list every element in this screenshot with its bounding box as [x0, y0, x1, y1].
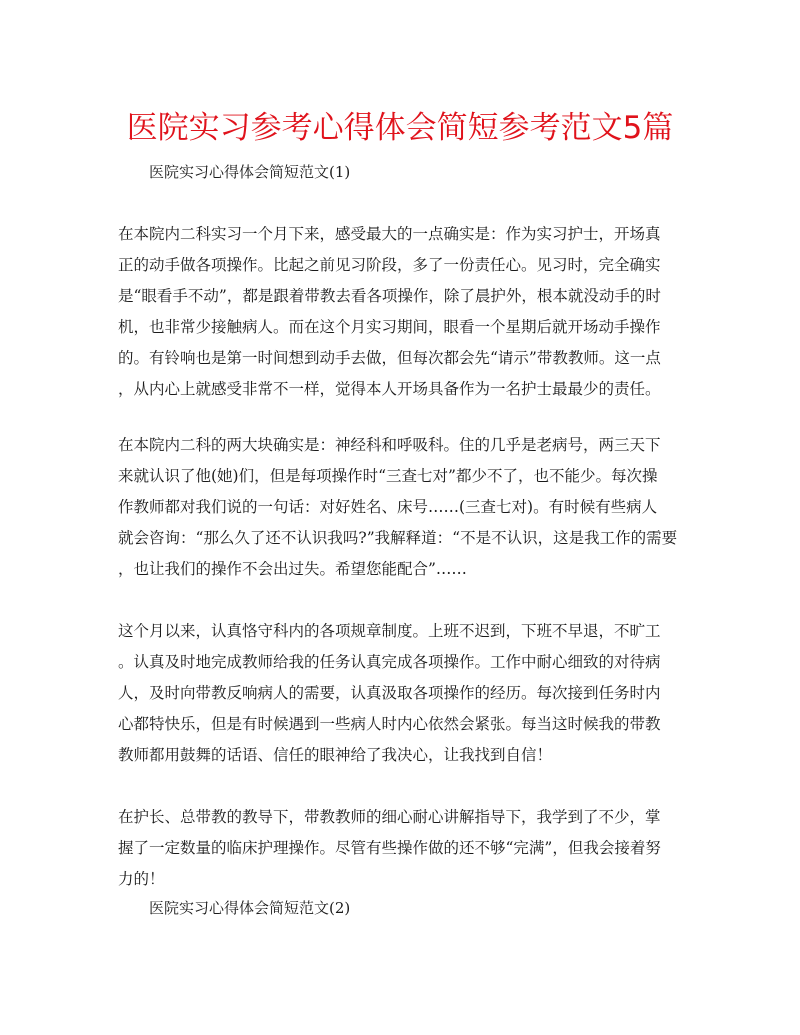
- paragraph-line: 在护长、总带教的教导下，带教教师的细心耐心讲解指导下，我学到了不少，掌: [118, 808, 661, 826]
- paragraph-line: 握了一定数量的临床护理操作。尽管有些操作做的还不够“完满”，但我会接着努: [118, 839, 661, 857]
- paragraph-line: 是“眼看手不动”，都是跟着带教去看各项操作，除了晨护外，根本就没动手的时: [118, 287, 661, 305]
- paragraph-2: [118, 430, 688, 585]
- paragraph-line: 就会咨询：“那么久了还不认识我吗?”我解释道：“不是不认识，这是我工作的需要: [118, 529, 678, 547]
- paragraph-line: 的。有铃响也是第一时间想到动手去做，但每次都会先“请示”带教教师。这一点: [118, 349, 661, 367]
- paragraph-line: 在本院内二科实习一个月下来，感受最大的一点确实是：作为实习护士，开场真: [118, 225, 661, 243]
- section-heading-1: 医院实习心得体会简短范文(1): [149, 163, 351, 181]
- paragraph-4: [118, 802, 688, 895]
- paragraph-line: 。认真及时地完成教师给我的任务认真完成各项操作。工作中耐心细致的对待病: [118, 653, 661, 671]
- paragraph-line: 在本院内二科的两大块确实是：神经科和呼吸科。住的几乎是老病号，两三天下: [118, 436, 661, 454]
- paragraph-line: 人，及时向带教反响病人的需要，认真汲取各项操作的经历。每次接到任务时内: [118, 684, 661, 702]
- paragraph-line: 教师都用鼓舞的话语、信任的眼神给了我决心，让我找到自信！: [118, 746, 553, 764]
- paragraph-line: ，从内心上就感受非常不一样，觉得本人开场具备作为一名护士最最少的责任。: [118, 380, 661, 398]
- paragraph-3: [118, 616, 688, 771]
- paragraph-line: 心都特快乐，但是有时候遇到一些病人时内心依然会紧张。每当这时候我的带教: [118, 715, 661, 733]
- paragraph-line: 机，也非常少接触病人。而在这个月实习期间，眼看一个星期后就开场动手操作: [118, 318, 661, 336]
- paragraph-line: 作教师都对我们说的一句话：对好姓名、床号……(三查七对)。有时候有些病人: [118, 498, 658, 516]
- paragraph-line: 正的动手做各项操作。比起之前见习阶段，多了一份责任心。见习时，完全确实: [118, 256, 661, 274]
- paragraph-line: 这个月以来，认真恪守科内的各项规章制度。上班不迟到，下班不早退，不旷工: [118, 622, 661, 640]
- section-heading-2: 医院实习心得体会简短范文(2): [149, 899, 351, 917]
- paragraph-line: ，也让我们的操作不会出过失。希望您能配合”……: [118, 560, 467, 578]
- paragraph-1: [118, 219, 688, 405]
- document-title: 医院实习参考心得体会简短参考范文5篇: [126, 110, 674, 146]
- paragraph-line: 来就认识了他(她)们，但是每项操作时“三查七对”都少不了，也不能少。每次操: [118, 467, 658, 485]
- paragraph-line: 力的！: [118, 870, 165, 888]
